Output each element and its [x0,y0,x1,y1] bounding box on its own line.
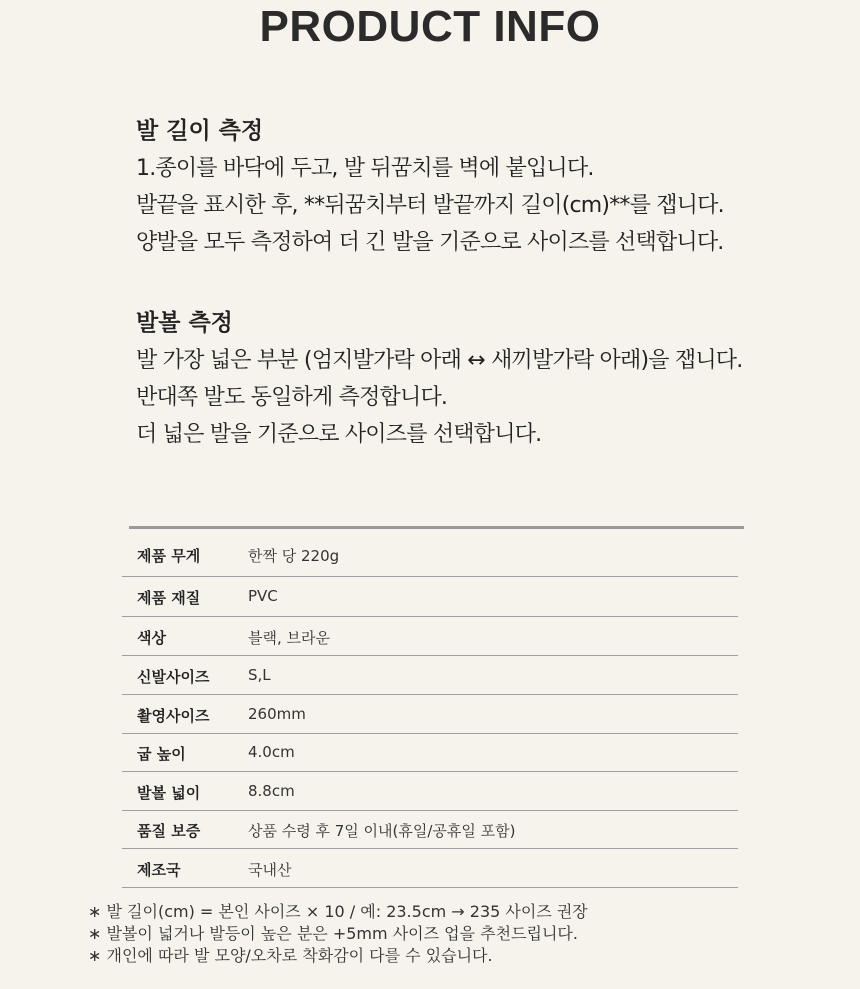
spec-row [122,695,738,734]
spec-row [122,734,738,772]
spec-table [122,533,738,888]
spec-label: 제품 무게 [137,547,201,565]
spec-row [122,772,738,811]
foot-width-heading: 발볼 측정 [136,310,233,336]
spec-row [122,577,738,617]
foot-length-section [136,113,724,261]
spec-label: 색상 [137,629,166,647]
spec-label: 촬영사이즈 [137,707,210,725]
spec-label: 제조국 [137,861,181,879]
foot-length-step: 발끝을 표시한 후, **뒤꿈치부터 발끝까지 길이(cm)**를 잽니다. [136,193,724,218]
spec-row [122,533,738,577]
spec-value: 국내산 [248,861,292,879]
note-line: ∗ 발볼이 넓거나 발등이 높은 분은 +5mm 사이즈 업을 추천드립니다. [88,924,578,943]
spec-value: 상품 수령 후 7일 이내(휴일/공휴일 포함) [248,822,516,840]
spec-value: S,L [248,666,271,684]
foot-width-step: 반대쪽 발도 동일하게 측정합니다. [136,385,448,410]
foot-length-step: 1.종이를 바닥에 두고, 발 뒤꿈치를 벽에 붙입니다. [136,156,594,181]
spec-label: 제품 재질 [137,589,201,607]
foot-length-step: 양발을 모두 측정하여 더 긴 발을 기준으로 사이즈를 선택합니다. [136,230,724,255]
spec-row [122,656,738,695]
foot-width-section [136,305,742,453]
notes [88,901,588,967]
spec-value: 260mm [248,705,306,723]
spec-value: 한짝 당 220g [248,547,340,565]
spec-label: 발볼 넓이 [137,784,201,802]
spec-value: 4.0cm [248,743,295,761]
spec-label: 품질 보증 [137,822,201,840]
spec-value: 8.8cm [248,782,295,800]
spec-table-top-rule [129,526,744,529]
spec-row [122,811,738,849]
spec-value: 블랙, 브라운 [248,629,330,647]
foot-width-step: 더 넓은 발을 기준으로 사이즈를 선택합니다. [136,422,542,447]
note-line: ∗ 개인에 따라 발 모양/오차로 착화감이 다를 수 있습니다. [88,946,493,965]
page-title: PRODUCT INFO [259,2,601,51]
spec-row [122,849,738,888]
spec-label: 신발사이즈 [137,668,210,686]
foot-width-step: 발 가장 넓은 부분 (엄지발가락 아래 ↔ 새끼발가락 아래)을 잽니다. [136,348,743,373]
foot-length-heading: 발 길이 측정 [136,118,264,144]
note-line: ∗ 발 길이(cm) = 본인 사이즈 × 10 / 예: 23.5cm → 235 사이즈 권장 [88,902,588,921]
spec-value: PVC [248,587,278,605]
spec-row [122,617,738,656]
spec-label: 굽 높이 [137,745,186,763]
